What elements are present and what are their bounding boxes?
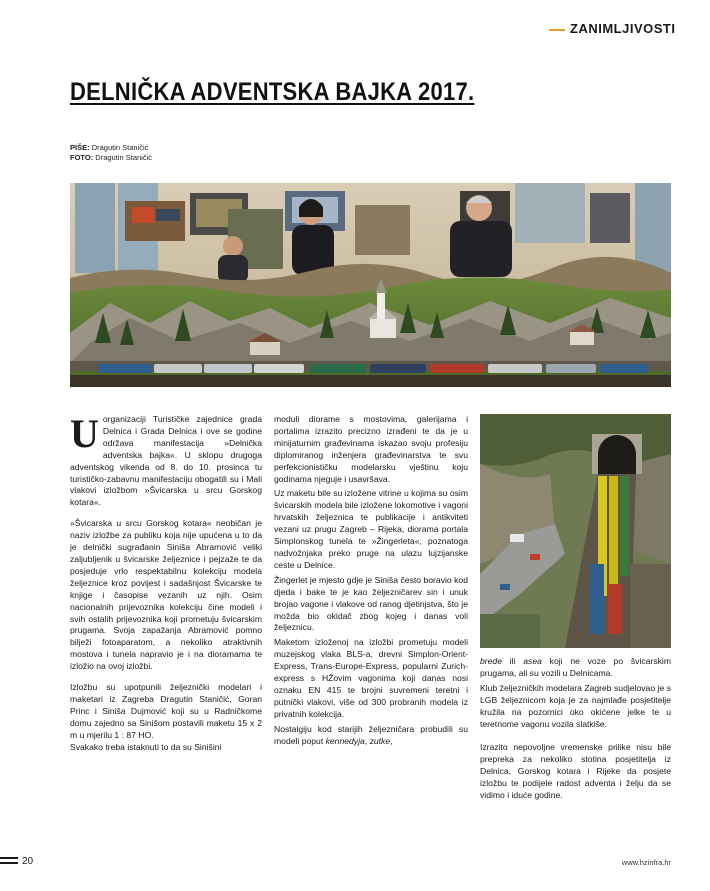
- paragraph: [274, 724, 468, 748]
- paragraph: moduli diorame s mostovima, galerijama i portalima izrazito precizno izrađeni te da je u minijaturnim građevinama iskazao svoju profesiju diplomiranog inženjera građevinarstva te svu perfekcionističku modelarsku vještinu koju godinama njeguje i usavršava.: [274, 414, 468, 484]
- text-run: koji ne voze po švicarskim prugama, ali su vozili u Delnicama.: [480, 656, 671, 678]
- paragraph: [480, 656, 671, 680]
- tunnel-diorama-illustration: [480, 414, 671, 648]
- column-2: [274, 414, 468, 756]
- footer-rule: [0, 857, 18, 867]
- tunnel-photo: [480, 414, 671, 648]
- drop-cap: U: [70, 411, 99, 456]
- text-run: ,: [390, 735, 393, 746]
- column-3: [480, 656, 671, 811]
- credits: [70, 143, 152, 163]
- paragraph: Maketom izloženoj na izložbi prometuju modeli muzejskog vlaka BLS-a, drevni Simplon-Orient-Express, Trans-Europe-Express, popularni Zurich-express s HŽovim vagonima koji danas nosi oznaku EN 415 te brojni suvremeni teretni i putnički vlakovi, više od 300 probranih modela iz privatnih kolekcija.: [274, 637, 468, 719]
- accent-bar: [549, 29, 565, 31]
- model-name: brede: [480, 656, 502, 666]
- main-photo: [70, 183, 671, 387]
- paragraph: Svakako treba istaknuti to da su Sinišini: [70, 741, 222, 752]
- photographer-name: Dragutin Staničić: [95, 153, 152, 162]
- author-name: Dragutin Staničić: [91, 143, 149, 152]
- text-run: ili: [501, 656, 524, 666]
- text-run: ,: [364, 735, 370, 746]
- page-number: 20: [22, 856, 34, 867]
- section-tag: [549, 21, 675, 36]
- paragraph: Žingerlet je mjesto gdje je Siniša često boravio kod djeda i bake te je kao željezničarev sin i unuk brojao vagone i vlakove od ranog djetinjstva, što je možda bio okidač zbog kojeg i danas voli željeznicu.: [274, 574, 468, 633]
- paragraph: Uz maketu bile su izložene vitrine u kojima su osim švicarskih modela bile izložene lokomotive i vagoni hrvatskih željeznica te publikacije i antikviteti vezani uz prugu Zagreb – Rijeka, diorama portala Simplonskog tunela te »Žingerleta«, poznatoga nadvožnjaka preko pruge na ulazu lujzijanske ceste u Delnice.: [274, 488, 468, 570]
- intro-paragraph: organizaciji Turističke zajednice grada Delnica i Grada Delnica i ove se godine održava manifestacija »Delnička adventska bajka«. U sklopu drugoga adventskog vikenda od 8. do 10. prosinca tu turističko-zabavnu manifestaciju obogatili su i Mali vlakovi izložbom »Švicarska u srcu Gorskog kotara«.: [70, 414, 262, 508]
- column-1: [70, 411, 262, 762]
- model-name: kennedyja: [325, 735, 365, 746]
- footer-url: www.hzinfra.hr: [621, 858, 671, 867]
- paragraph: Klub željezničkih modelara Zagreb sudjelovao je s LGB željeznicom koja je za najmlađe posjetitelje kružila na pozornici oko okićene jelke te u teretnome vagonu vozila slatkiše.: [480, 682, 671, 729]
- paragraph: Izrazito nepovoljne vremenske prilike nisu bile prepreka za nekoliko stotina posjetitelja iz Delnica, Gorskog kotara i Rijeke da posjete izložbu te podijele radost adventa i želju da se vidimo i iduće godine.: [480, 742, 671, 801]
- model-name: asea: [523, 656, 542, 666]
- photo-label: FOTO:: [70, 153, 94, 162]
- paragraph: Izložbu su upotpunili željeznički modelari i maketari iz Zagreba Dragutin Staničić, Goran Princ i Siniša Dujmović koji su u Radničkome domu zajedno sa Sinišom postavili maketu 15 x 2 m u mjerilu 1 : 87 HO.: [70, 682, 262, 740]
- paragraph: »Švicarska u srcu Gorskog kotara« neobičan je naziv izložbe za publiku koja nije upućena u to da je delnički sugrađanin Siniša Abramović veliki zaljubljenik u švicarske željeznice i pejzaže te da posjeduje vrlo respektabilnu kolekciju modela željeznice kroz povijest i sadašnjost Švicarske te knjige i časopise vezanih uz njih. Osim nacionalnih prijevoznika kolekciju čine modeli i svih ostalih prijevoznika koji prometuju švicarskim prugama. Svoja zapažanja Abramović pomno bilježi fotoaparatom, a nekoliko atraktivnih mostova i tunela napravio je i na dioramama te izložio na ovoj izložbi.: [70, 518, 262, 672]
- model-name: zutke: [369, 735, 391, 746]
- section-label: ZANIMLJIVOSTI: [570, 21, 676, 36]
- text-run: Nostalgiju kod starijih željezničara probudili su modeli poput: [274, 723, 468, 746]
- exhibition-photo-illustration: [70, 183, 671, 387]
- author-label: PIŠE:: [70, 143, 90, 152]
- article-title: DELNIČKA ADVENTSKA BAJKA 2017.: [70, 78, 475, 106]
